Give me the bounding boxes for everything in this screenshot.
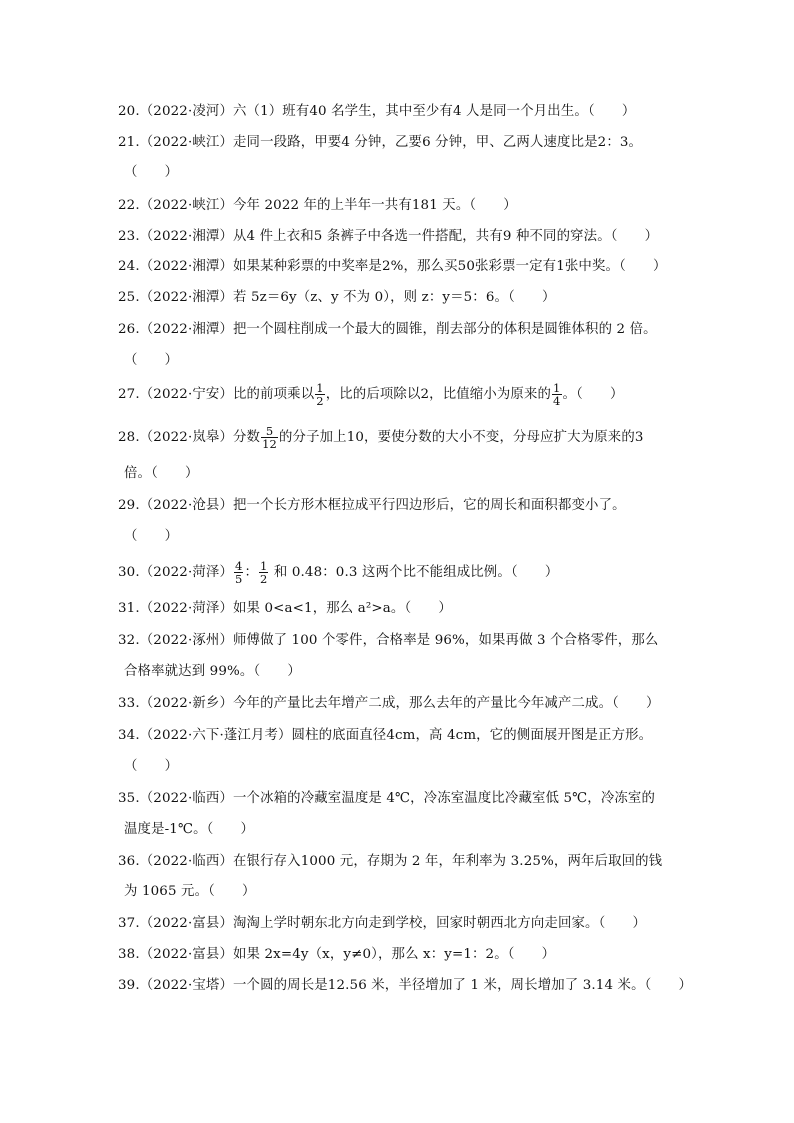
question-35-continuation: 温度是-1℃。（ ） [124,822,255,837]
fraction-denominator: 4 [553,394,561,408]
question-35: 35.（2022·临西）一个冰箱的冷藏室温度是 4℃，冷冻室温度比冷藏室低 5℃，冷冻室的 [118,791,655,806]
question-27-text-b: ，比的后项除以2，比值缩小为原来的 [325,387,552,402]
fraction-numerator: 1 [553,381,561,395]
question-23: 23.（2022·湘潭）从4 件上衣和5 条裤子中各选一件搭配，共有9 种不同的穿法。（ ） [118,229,659,244]
question-34: 34.（2022·六下·蓬江月考）圆柱的底面直径4cm，高 4cm，它的侧面展开图是正方形。 [118,728,653,743]
question-27 [118,382,624,408]
fraction-one-quarter [552,382,561,407]
fraction-numerator: 1 [316,381,324,395]
question-28 [118,425,644,451]
fraction-numerator: 4 [235,559,243,573]
question-32: 32.（2022·涿州）师傅做了 100 个零件，合格率是 96%，如果再做 3 个合格零件，那么 [118,633,659,648]
question-21: 21.（2022·峡江）走同一段路，甲要4 分钟，乙要6 分钟，甲、乙两人速度比是2：3。 [118,135,643,150]
fraction-denominator: 12 [262,437,278,451]
question-30 [118,560,558,586]
fraction-denominator: 2 [316,394,324,408]
question-26: 26.（2022·湘潭）把一个圆柱削成一个最大的圆锥，削去部分的体积是圆锥体积的 2 倍。 [118,322,657,337]
question-24: 24.（2022·湘潭）如果某种彩票的中奖率是2%，那么买50张彩票一定有1张中奖。（ ） [118,259,667,274]
fraction-denominator: 2 [260,572,268,586]
fraction-numerator: 5 [265,424,274,438]
question-36: 36.（2022·临西）在银行存入1000 元，存期为 2 年，年利率为 3.25%，两年后取回的钱 [118,854,663,869]
question-34-answer-blank: （ ） [124,759,179,774]
question-21-answer-blank: （ ） [124,165,179,180]
question-32-continuation: 合格率就达到 99%。（ ） [124,664,301,679]
question-27-text-c: 。（ ） [562,387,624,402]
fraction-numerator: 1 [260,559,268,573]
question-20: 20.（2022·凌河）六（1）班有40 名学生，其中至少有4 人是同一个月出生。（ ） [118,104,636,119]
fraction-one-half [259,560,268,585]
question-28-text-a: 28.（2022·岚皋）分数 [118,430,261,445]
question-22: 22.（2022·峡江）今年 2022 年的上半年一共有181 天。（ ） [118,198,517,213]
question-27-text-a: 27.（2022·宁安）比的前项乘以 [118,387,315,402]
question-28-text-b: 的分子加上10，要使分数的大小不变，分母应扩大为原来的3 [279,430,644,445]
question-25: 25.（2022·湘潭）若 5z＝6y（z、y 不为 0），则 z：y＝5：6。（ ） [118,290,556,305]
question-39: 39.（2022·宝塔）一个圆的周长是12.56 米，半径增加了 1 米，周长增加了 3.14 米。（ ） [118,978,693,993]
question-31: 31.（2022·菏泽）如果 0<a<1，那么 a²>a。（ ） [118,601,452,616]
fraction-five-twelfths [261,425,278,450]
fraction-four-fifths [234,560,243,585]
question-38: 38.（2022·富县）如果 2x=4y（x，y≠0），那么 x：y=1：2。（ ） [118,947,556,962]
question-29-answer-blank: （ ） [124,529,179,544]
question-37: 37.（2022·富县）淘淘上学时朝东北方向走到学校，回家时朝西北方向走回家。（ ） [118,916,647,931]
question-29: 29.（2022·沧县）把一个长方形木框拉成平行四边形后，它的周长和面积都变小了。 [118,498,626,513]
fraction-denominator: 5 [235,572,243,586]
question-36-continuation: 为 1065 元。（ ） [124,884,256,899]
question-30-text-a: 30.（2022·菏泽） [118,565,233,580]
question-28-continuation: 倍。（ ） [124,466,199,481]
ratio-colon: ： [244,565,259,580]
question-30-text-b: 和 0.48：0.3 这两个比不能组成比例。（ ） [269,565,559,580]
question-33: 33.（2022·新乡）今年的产量比去年增产二成，那么去年的产量比今年减产二成。（ ） [118,696,660,711]
question-26-answer-blank: （ ） [124,353,179,368]
fraction-one-half [315,382,324,407]
